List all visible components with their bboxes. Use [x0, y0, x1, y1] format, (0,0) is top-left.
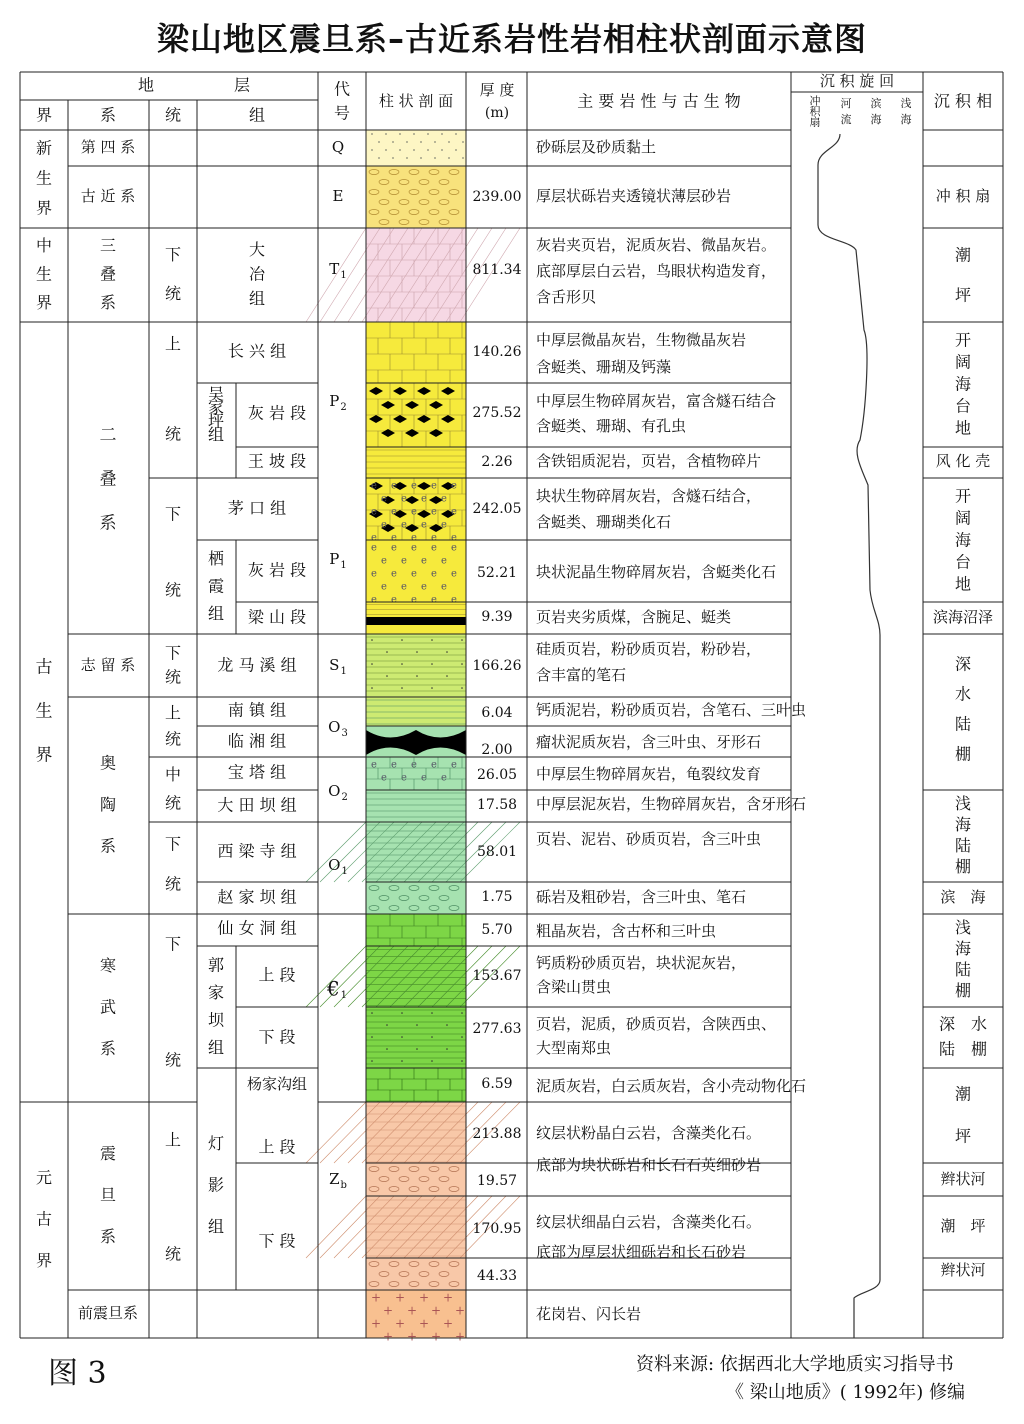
svg-text:e: e	[431, 506, 437, 518]
header-cycle-2: 河流	[840, 97, 852, 126]
code-3: $T_1$	[329, 260, 347, 281]
header-lithology: 主 要 岩 性 与 古 生 物	[577, 91, 741, 111]
svg-text:e: e	[381, 555, 387, 567]
svg-text:e: e	[451, 542, 457, 554]
svg-text:e: e	[381, 772, 387, 784]
svg-text:e: e	[441, 519, 447, 531]
facies-alluvial-fan: 冲 积 扇	[935, 187, 991, 205]
lithology-10-2: 含丰富的笔石	[536, 666, 627, 684]
code-10: $€_1$	[326, 976, 348, 1001]
lithology-5-1: 中厚层生物碎屑灰岩，富含燧石结合	[536, 392, 777, 410]
svg-text:e: e	[401, 581, 407, 593]
code-8: $O_2$	[328, 782, 348, 803]
facies-littoral: 滨 海	[940, 888, 986, 906]
facies-braided-river-1: 辫状河	[940, 1170, 986, 1188]
svg-text:e: e	[421, 519, 427, 531]
header-cycle-4: 浅海	[900, 97, 912, 126]
code-7: $O_3$	[328, 718, 348, 739]
svg-text:e: e	[371, 506, 377, 518]
formation-nanzhen: 南 镇 组	[227, 700, 287, 720]
thickness-10: 6.04	[481, 705, 513, 721]
lithology-1-1: 砂砾层及砂质黏土	[536, 138, 657, 156]
thickness-18: 277.63	[472, 1021, 522, 1037]
facies-braided-river-2: 辫状河	[940, 1261, 986, 1279]
facies-weathering-crust: 风 化 壳	[935, 452, 991, 470]
svg-text:+: +	[394, 1290, 406, 1305]
lithology-11-1: 钙质泥岩，粉砂质页岩，含笔石、三叶虫	[536, 701, 807, 719]
series-o2-middle: 中统	[164, 764, 182, 813]
svg-text:e: e	[441, 581, 447, 593]
formation-changxing: 长 兴 组	[227, 341, 287, 361]
series-o1-label: 统	[164, 874, 182, 894]
svg-text:e: e	[391, 568, 397, 580]
lithology-12-1: 瘤状泥质灰岩，含三叶虫、牙形石	[536, 733, 762, 751]
era-proterozoic: 元古界	[35, 1167, 53, 1271]
facies-open-platform-2: 开阔海台地	[954, 486, 972, 594]
svg-text:e: e	[451, 759, 457, 771]
member-wujiaping-limestone: 灰 岩 段	[247, 403, 307, 423]
header-strata: 地 层	[137, 75, 251, 95]
sedimentary-cycle-curve	[818, 134, 880, 1338]
lithology-10-1: 硅质页岩，粉砂质页岩，粉砂岩，	[536, 640, 762, 658]
svg-text:+: +	[382, 1303, 394, 1318]
lithology-7-1: 块状生物碎屑灰岩，含燧石结合，	[536, 487, 762, 505]
thickness-11: 2.00	[481, 742, 513, 758]
series-cambrian-lower: 下	[164, 934, 182, 954]
lithology-22-2: 底部为厚层状细砾岩和长石砂岩	[536, 1243, 747, 1261]
svg-text:e: e	[421, 493, 427, 505]
svg-text:e: e	[411, 506, 417, 518]
header-facies: 沉 积 相	[933, 91, 993, 111]
series-silurian-lower: 下统	[164, 643, 182, 687]
source-line-2: 《 梁山地质》( 1992年) 修编	[726, 1382, 966, 1403]
svg-text:e: e	[371, 759, 377, 771]
svg-text:+: +	[370, 1290, 382, 1305]
lithology-18-1: 钙质粉砂质页岩，块状泥灰岩，	[536, 954, 747, 972]
formation-baota: 宝 塔 组	[227, 762, 287, 782]
lithology-23-1: 花岗岩、闪长岩	[536, 1305, 642, 1323]
lithology-20-1: 泥质灰岩，白云质灰岩，含小壳动物化石	[536, 1077, 807, 1095]
header-cycle-3: 滨海	[870, 97, 882, 126]
lithology-4-2: 含蜓类、珊瑚及钙藻	[536, 358, 672, 376]
thickness-12: 26.05	[476, 767, 518, 783]
svg-text:e: e	[411, 542, 417, 554]
header-column: 柱 状 剖 面	[378, 92, 454, 110]
thickness-3: 140.26	[472, 344, 522, 360]
header-era: 界	[35, 105, 53, 125]
lithology-4-1: 中厚层微晶灰岩，生物微晶灰岩	[536, 331, 747, 349]
member-guojiaba-upper: 上 段	[258, 965, 296, 985]
svg-text:e: e	[441, 555, 447, 567]
era-mesozoic: 中生界	[35, 235, 53, 313]
formation-zhaojiaba: 赵 家 坝 组	[217, 887, 297, 907]
thickness-2: 811.34	[472, 262, 522, 278]
lithology-13-1: 中厚层生物碎屑灰岩，龟裂纹发育	[536, 765, 762, 783]
thickness-6: 242.05	[472, 501, 522, 517]
header-thickness: 厚 度	[479, 81, 515, 99]
svg-text:+: +	[370, 1316, 382, 1331]
member-dengying-upper: 上 段	[258, 1137, 296, 1157]
system-cambrian: 寒武系	[99, 955, 117, 1059]
thickness-13: 17.58	[476, 797, 518, 813]
member-dengying-lower: 下 段	[258, 1231, 296, 1251]
series-o1-lower: 下	[164, 834, 182, 854]
header-system: 系	[99, 105, 117, 125]
header-formation: 组	[248, 105, 266, 125]
facies-shallow-shelf-2: 浅海陆棚	[954, 918, 972, 1000]
thickness-7: 52.21	[476, 565, 518, 581]
thickness-20: 213.88	[472, 1126, 522, 1142]
svg-text:e: e	[431, 480, 437, 492]
code-4: $P_2$	[329, 392, 347, 413]
svg-text:e: e	[371, 568, 377, 580]
thickness-1: 239.00	[472, 189, 522, 205]
lithology-15-1: 页岩、泥岩、砂质页岩，含三叶虫	[536, 830, 762, 848]
system-paleogene: 古 近 系	[80, 187, 136, 205]
svg-text:e: e	[401, 519, 407, 531]
svg-text:e: e	[411, 759, 417, 771]
thickness-16: 5.70	[481, 922, 513, 938]
svg-text:e: e	[451, 594, 457, 606]
svg-text:e: e	[401, 493, 407, 505]
formation-longmaxi: 龙 马 溪 组	[217, 655, 297, 675]
svg-text:e: e	[391, 759, 397, 771]
svg-text:e: e	[411, 568, 417, 580]
svg-text:e: e	[441, 772, 447, 784]
page-title: 梁山地区震旦系–古近系岩性岩相柱状剖面示意图	[156, 20, 867, 58]
facies-deep-shelf: 深水陆棚	[954, 654, 972, 764]
series-o3-upper: 上统	[164, 703, 182, 749]
thickness-17: 153.67	[472, 968, 522, 984]
formation-guojiaba: 郭家坝组	[207, 955, 225, 1057]
system-ordovician: 奥陶系	[99, 753, 117, 856]
facies-open-platform-1: 开阔海台地	[954, 330, 972, 438]
series-p1-lower: 下	[164, 504, 182, 524]
facies-shallow-shelf-1: 浅海陆棚	[954, 794, 972, 876]
thickness-19: 6.59	[481, 1076, 513, 1092]
member-wangpo: 王 坡 段	[247, 451, 307, 471]
lithology-16-1: 砾岩及粗砂岩，含三叶虫、笔石	[536, 888, 747, 906]
svg-text:+: +	[418, 1316, 430, 1331]
system-silurian: 志 留 系	[80, 656, 136, 674]
lithology-8-1: 块状泥晶生物碎屑灰岩，含蜓类化石	[536, 563, 777, 581]
system-quaternary: 第 四 系	[80, 138, 136, 156]
svg-text:e: e	[431, 594, 437, 606]
system-triassic: 三叠系	[99, 235, 117, 313]
svg-text:e: e	[411, 480, 417, 492]
code-1: Q	[331, 138, 345, 156]
facies-tidal-flat-1: 潮坪	[954, 245, 972, 305]
lithology-7-2: 含蜓类、珊瑚类化石	[536, 513, 672, 531]
thickness-15: 1.75	[481, 889, 513, 905]
svg-text:e: e	[391, 542, 397, 554]
svg-text:e: e	[411, 594, 417, 606]
lithology-21-2: 底部为块状砾岩和长石石英细砂岩	[536, 1156, 762, 1174]
svg-text:+: +	[430, 1329, 442, 1344]
header-code: 代号	[333, 79, 351, 123]
era-paleozoic: 古生界	[35, 657, 53, 766]
svg-text:+: +	[406, 1329, 418, 1344]
svg-text:+: +	[418, 1290, 430, 1305]
system-presinian: 前震旦系	[77, 1304, 139, 1322]
formation-yangjiagou: 杨家沟组	[246, 1075, 308, 1093]
svg-text:e: e	[411, 532, 417, 544]
svg-text:e: e	[371, 532, 377, 544]
code-5: $P_1$	[329, 550, 347, 571]
facies-tidal-flat-2: 潮坪	[954, 1084, 972, 1146]
svg-text:e: e	[391, 480, 397, 492]
svg-text:+: +	[454, 1303, 466, 1318]
svg-text:e: e	[381, 581, 387, 593]
svg-text:e: e	[451, 568, 457, 580]
formation-xiannvdong: 仙 女 洞 组	[217, 918, 297, 938]
svg-text:e: e	[451, 532, 457, 544]
lithology-2-1: 厚层状砾岩夹透镜状薄层砂岩	[536, 187, 732, 205]
code-11: $Z_b$	[329, 1170, 347, 1191]
svg-text:e: e	[381, 519, 387, 531]
lithology-18-2: 含梁山贯虫	[536, 978, 612, 996]
formation-dengying: 灯影组	[207, 1133, 225, 1237]
thickness-21: 19.57	[476, 1173, 518, 1189]
thickness-23: 44.33	[476, 1268, 518, 1284]
svg-text:e: e	[371, 594, 377, 606]
thickness-9: 166.26	[472, 658, 522, 674]
svg-text:e: e	[371, 480, 377, 492]
system-sinian: 震旦系	[99, 1143, 117, 1247]
svg-text:e: e	[431, 759, 437, 771]
series-p2-upper: 上	[164, 334, 182, 354]
svg-text:e: e	[431, 532, 437, 544]
svg-text:e: e	[381, 493, 387, 505]
member-qixia-limestone: 灰 岩 段	[247, 560, 307, 580]
svg-text:e: e	[421, 772, 427, 784]
thickness-8: 9.39	[481, 609, 513, 625]
svg-text:e: e	[391, 532, 397, 544]
lithology-3-1: 灰岩夹页岩，泥质灰岩、微晶灰岩。	[536, 236, 777, 254]
member-guojiaba-lower: 下 段	[258, 1027, 296, 1047]
era-cenozoic: 新生界	[35, 138, 53, 218]
lithology-14-1: 中厚层泥灰岩，生物碎屑灰岩，含牙形石	[536, 795, 807, 813]
lithology-9-1: 页岩夹劣质煤，含腕足、蜓类	[536, 608, 732, 626]
svg-text:+: +	[454, 1329, 466, 1344]
svg-text:e: e	[451, 506, 457, 518]
svg-text:e: e	[431, 542, 437, 554]
facies-coastal-swamp: 滨海沼泽	[932, 608, 994, 626]
code-2: E	[332, 187, 344, 205]
lithology-21-1: 纹层状粉晶白云岩，含藻类化石。	[536, 1124, 762, 1142]
series-cambrian-label: 统	[164, 1050, 182, 1070]
formation-datianba: 大 田 坝 组	[217, 795, 297, 815]
code-6: $S_1$	[329, 656, 347, 677]
formation-maokou: 茅 口 组	[227, 498, 287, 518]
svg-text:e: e	[371, 542, 377, 554]
formation-qixia: 栖霞组	[207, 549, 225, 623]
lithology-5-2: 含蜓类、珊瑚、有孔虫	[536, 417, 687, 435]
svg-text:e: e	[421, 581, 427, 593]
svg-text:e: e	[401, 555, 407, 567]
series-triassic-lower: 下统	[164, 245, 182, 303]
header-unit: (m)	[484, 105, 510, 121]
lithology-19-1: 页岩，泥质，砂质页岩，含陕西虫、	[536, 1015, 777, 1033]
lithology-22-1: 纹层状细晶白云岩，含藻类化石。	[536, 1213, 762, 1231]
formation-wujiaping: 吴家坪组	[207, 384, 225, 444]
lithology-3-2: 底部厚层白云岩，鸟眼状构造发育，	[536, 262, 777, 280]
lithology-17-1: 粗晶灰岩，含古杯和三叶虫	[536, 922, 717, 940]
header-cycle: 沉 积 旋 回	[819, 72, 895, 90]
svg-text:+: +	[430, 1303, 442, 1318]
formation-daye: 大冶组	[248, 239, 266, 309]
code-9: $O_1$	[328, 856, 348, 877]
lithology-19-2: 大型南郑虫	[536, 1039, 612, 1057]
formation-xiliangsi: 西 梁 寺 组	[217, 841, 297, 861]
lithology-6-1: 含铁铝质泥岩，页岩，含植物碎片	[536, 452, 762, 470]
thickness-14: 58.01	[476, 844, 518, 860]
series-p2-label: 统	[164, 424, 182, 444]
system-permian: 二叠系	[99, 425, 117, 534]
facies-tidal-flat-3: 潮 坪	[940, 1217, 986, 1235]
svg-text:+: +	[406, 1303, 418, 1318]
svg-text:e: e	[401, 772, 407, 784]
formation-linxiang: 临 湘 组	[227, 731, 287, 751]
lithology-3-3: 含舌形贝	[536, 288, 597, 306]
svg-text:+: +	[394, 1316, 406, 1331]
header-series: 统	[164, 105, 182, 125]
svg-text:e: e	[451, 480, 457, 492]
thickness-22: 170.95	[472, 1221, 522, 1237]
svg-text:e: e	[391, 594, 397, 606]
svg-text:e: e	[421, 555, 427, 567]
series-p1-label: 统	[164, 580, 182, 600]
thickness-5: 2.26	[481, 454, 513, 470]
svg-text:e: e	[441, 493, 447, 505]
svg-text:+: +	[442, 1290, 454, 1305]
svg-text:+: +	[442, 1316, 454, 1331]
member-liangshan: 梁 山 段	[247, 607, 307, 627]
svg-text:e: e	[391, 506, 397, 518]
svg-text:e: e	[431, 568, 437, 580]
figure-label: 图 3	[48, 1356, 107, 1391]
series-sinian-label: 统	[164, 1244, 182, 1264]
header-cycle-1: 冲积扇	[809, 94, 821, 129]
svg-text:+: +	[382, 1329, 394, 1344]
facies-deep-shelf-2a: 深 水	[938, 1014, 988, 1034]
facies-deep-shelf-2b: 陆 棚	[938, 1039, 988, 1059]
series-sinian-upper: 上	[164, 1130, 182, 1150]
source-line-1: 资料来源: 依据西北大学地质实习指导书	[636, 1354, 954, 1375]
thickness-4: 275.52	[472, 405, 522, 421]
